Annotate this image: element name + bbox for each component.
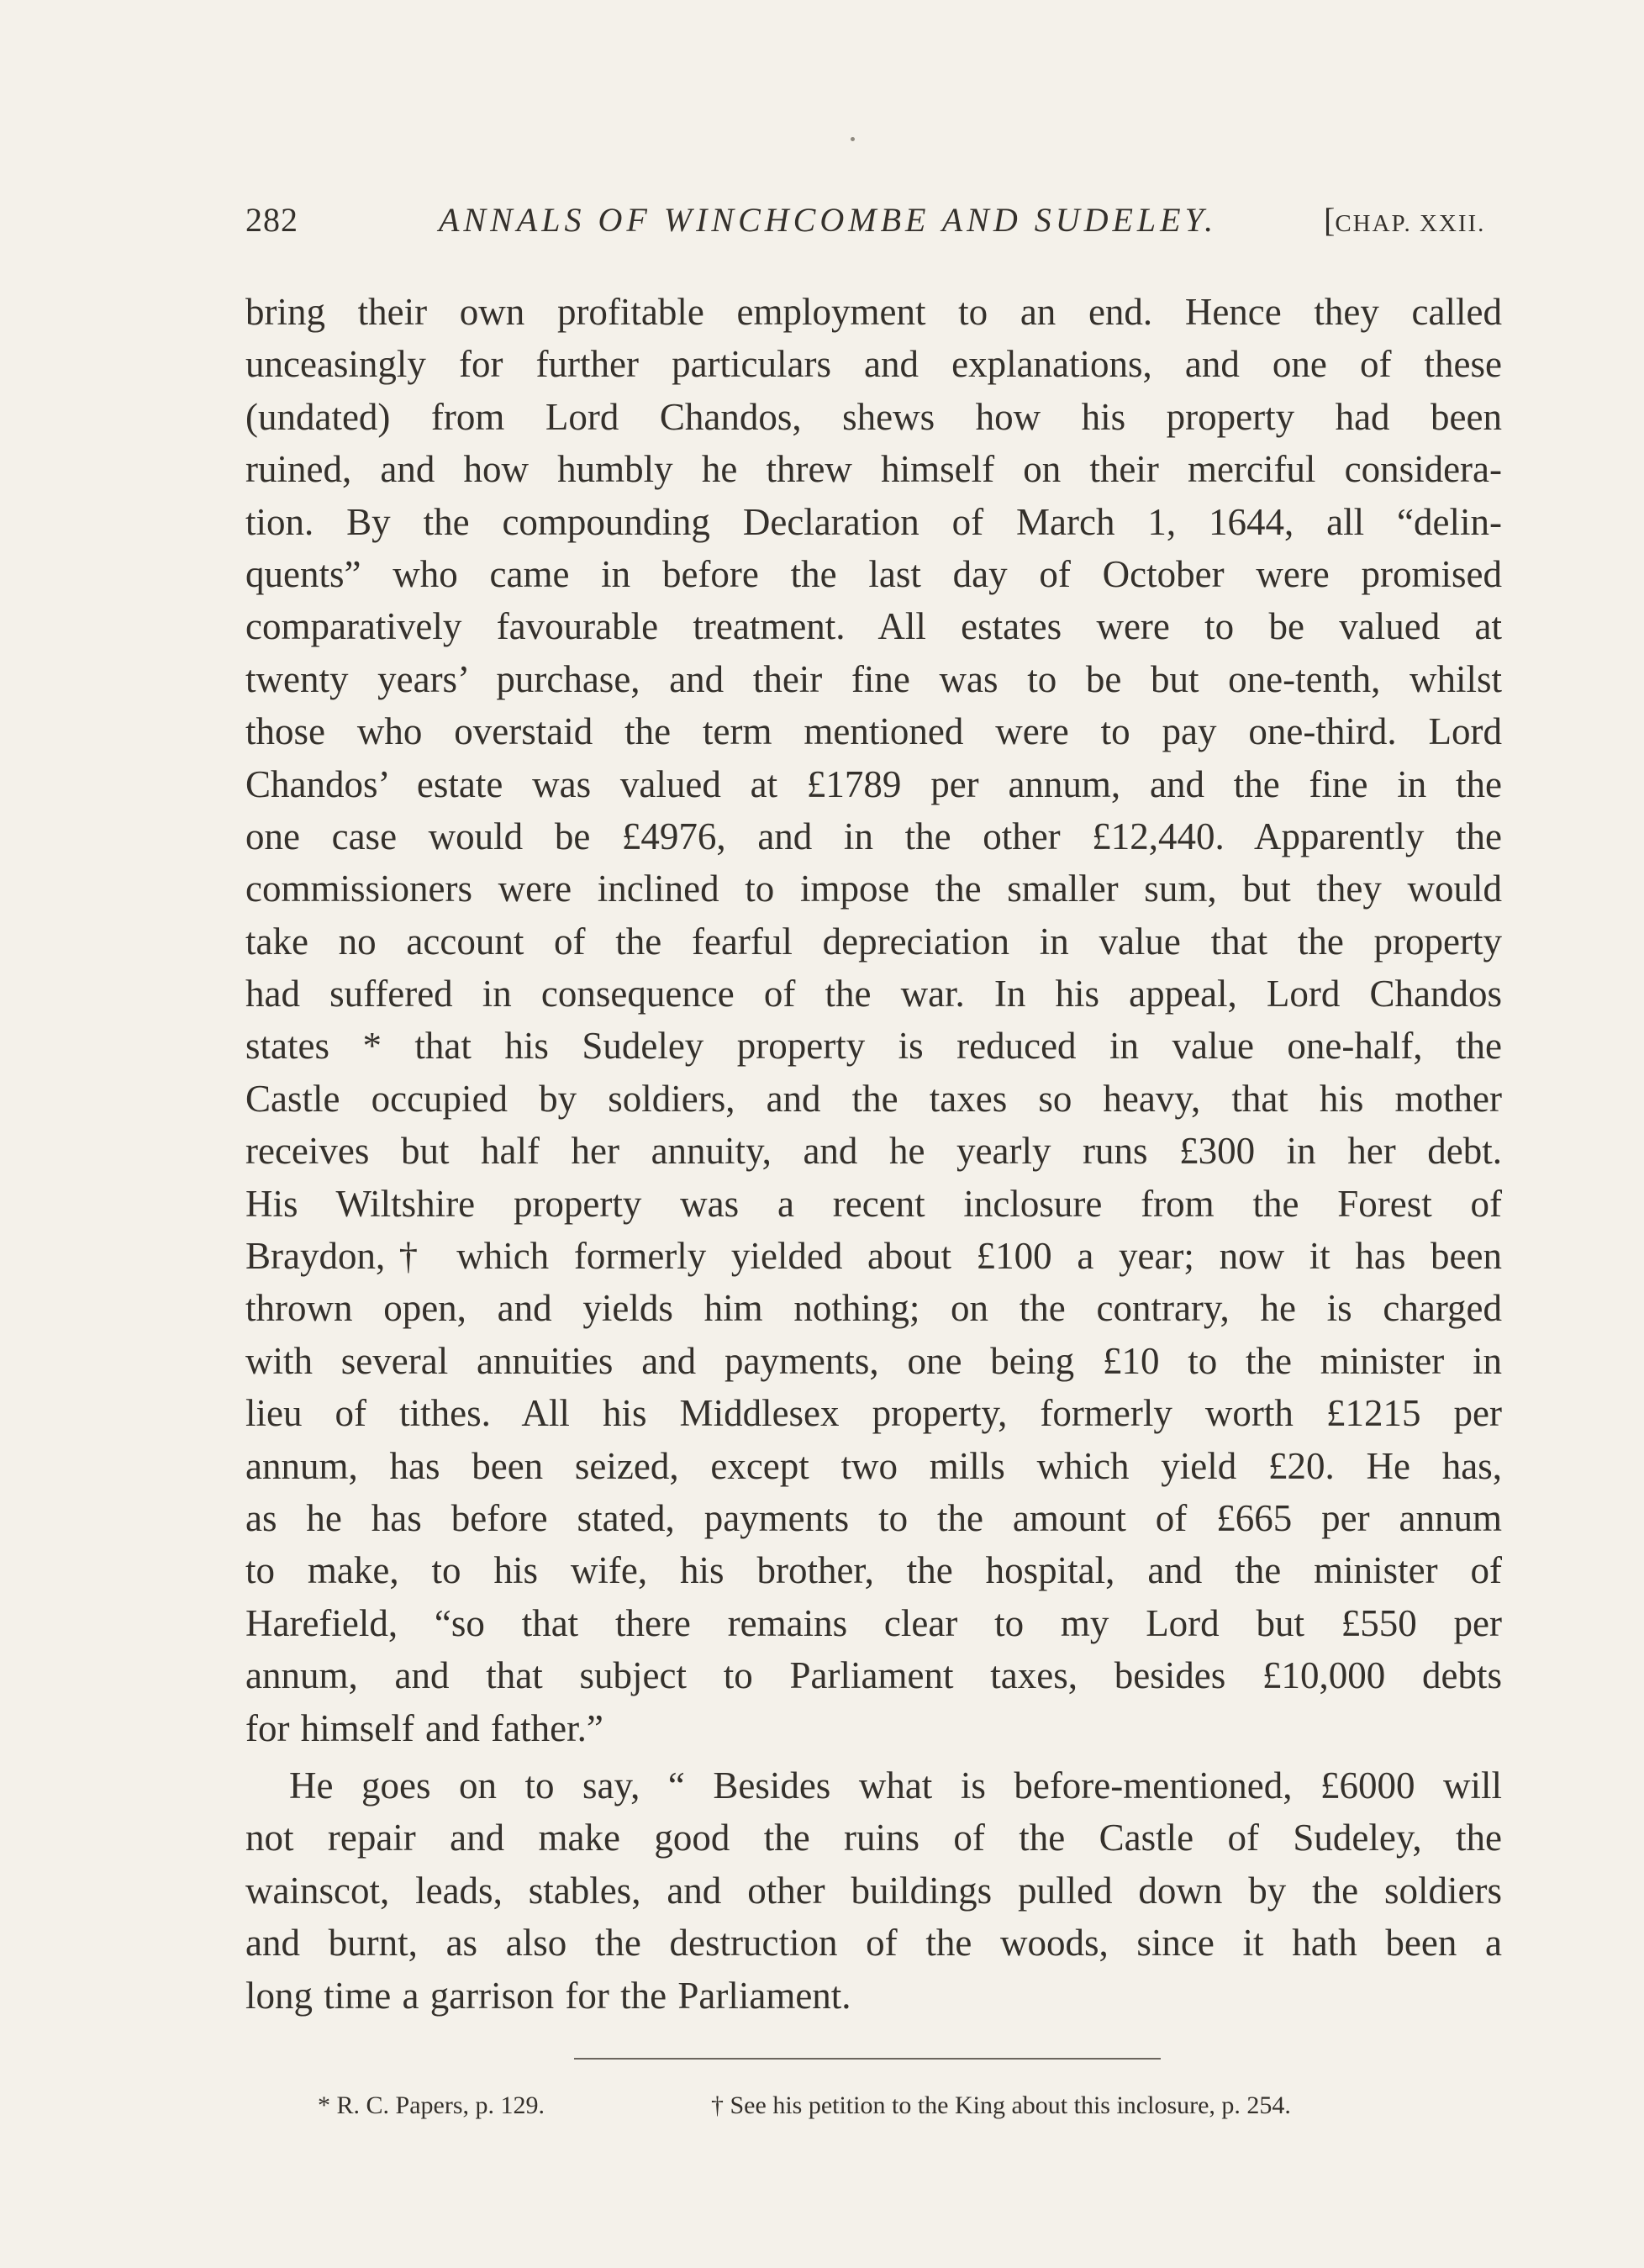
footnote-1: * R. C. Papers, p. 129. [318, 2091, 545, 2119]
text-line: not repair and make good the ruins of the Castle of Sudeley, the [245, 1817, 1502, 1859]
text-line: receives but half her annuity, and he yearly runs £300 in her debt. [245, 1130, 1502, 1173]
chapter-label [1324, 195, 1485, 249]
text-line: unceasingly for further particulars and explanations, and one of these [245, 343, 1502, 386]
paper-speck [851, 137, 855, 141]
text-line: Castle occupied by soldiers, and the taxes so heavy, that his mother [245, 1077, 1502, 1120]
text-line: states * that his Sudeley property is reduced in value one-half, the [245, 1025, 1502, 1068]
text-line: He goes on to say, “ Besides what is before-mentioned, £6000 will [289, 1764, 1502, 1806]
footnote-2: † See his petition to the King about this inclosure, p. 254. [711, 2091, 1291, 2119]
text-line: for himself and father.” [245, 1706, 603, 1749]
text-line: commissioners were inclined to impose the smaller sum, but they would [245, 868, 1502, 910]
text-line: Chandos’ estate was valued at £1789 per annum, and the fine in the [245, 762, 1502, 805]
running-title: ANNALS OF WINCHCOMBE AND SUDELEY. [439, 201, 1218, 239]
text-line: ruined, and how humbly he threw himself on their merciful considera- [245, 448, 1502, 491]
paragraph-2 [245, 1759, 1502, 2022]
page-number: 282 [245, 201, 298, 239]
text-line: annum, and that subject to Parliament taxes, besides £10,000 debts [245, 1654, 1502, 1697]
text-line: tion. By the compounding Declaration of March 1, 1644, all “delin- [245, 500, 1502, 543]
text-line: comparatively favourable treatment. All estates were to be valued at [245, 605, 1502, 648]
text-line: one case would be £4976, and in the other £12,440. Apparently the [245, 815, 1502, 857]
text-line: with several annuities and payments, one being £10 to the minister in [245, 1339, 1502, 1382]
text-line: bring their own profitable employment to an end. Hence they called [245, 291, 1502, 333]
text-line: thrown open, and yields him nothing; on the contrary, he is charged [245, 1287, 1502, 1330]
running-head [245, 195, 1506, 245]
text-line: His Wiltshire property was a recent inclosure from the Forest of [245, 1182, 1502, 1225]
text-line: twenty years’ purchase, and their fine was to be but one-tenth, whilst [245, 657, 1502, 700]
text-line: those who overstaid the term mentioned were to pay one-third. Lord [245, 710, 1502, 753]
text-line: take no account of the fearful depreciation in value that the property [245, 920, 1502, 963]
chapter-bracket: [ [1324, 201, 1336, 239]
footnote-rule [574, 2058, 1161, 2060]
text-line: quents” who came in before the last day of October were promised [245, 552, 1502, 595]
text-line: and burnt, as also the destruction of the woods, since it hath been a [245, 1922, 1502, 1965]
text-line: Braydon,† which formerly yielded about £100 a year; now it has been [245, 1235, 1502, 1278]
text-line: as he has before stated, payments to the amount of £665 per annum [245, 1496, 1502, 1539]
text-line: to make, to his wife, his brother, the hospital, and the minister of [245, 1549, 1502, 1592]
chapter-text: CHAP. XXII. [1335, 210, 1486, 237]
text-line: annum, has been seized, except two mills which yield £20. He has, [245, 1444, 1502, 1487]
footnotes [0, 2086, 1644, 2137]
text-line: wainscot, leads, stables, and other buildings pulled down by the soldiers [245, 1869, 1502, 1912]
text-line: Harefield, “so that there remains clear to my Lord but £550 per [245, 1601, 1502, 1644]
text-line: had suffered in consequence of the war. In his appeal, Lord Chandos [245, 973, 1502, 1015]
text-line: long time a garrison for the Parliament. [245, 1974, 851, 2017]
body-text [245, 286, 1502, 2022]
text-line: lieu of tithes. All his Middlesex property, formerly worth £1215 per [245, 1392, 1502, 1435]
text-line: (undated) from Lord Chandos, shews how his property had been [245, 395, 1502, 438]
paragraph-1 [245, 286, 1502, 1754]
